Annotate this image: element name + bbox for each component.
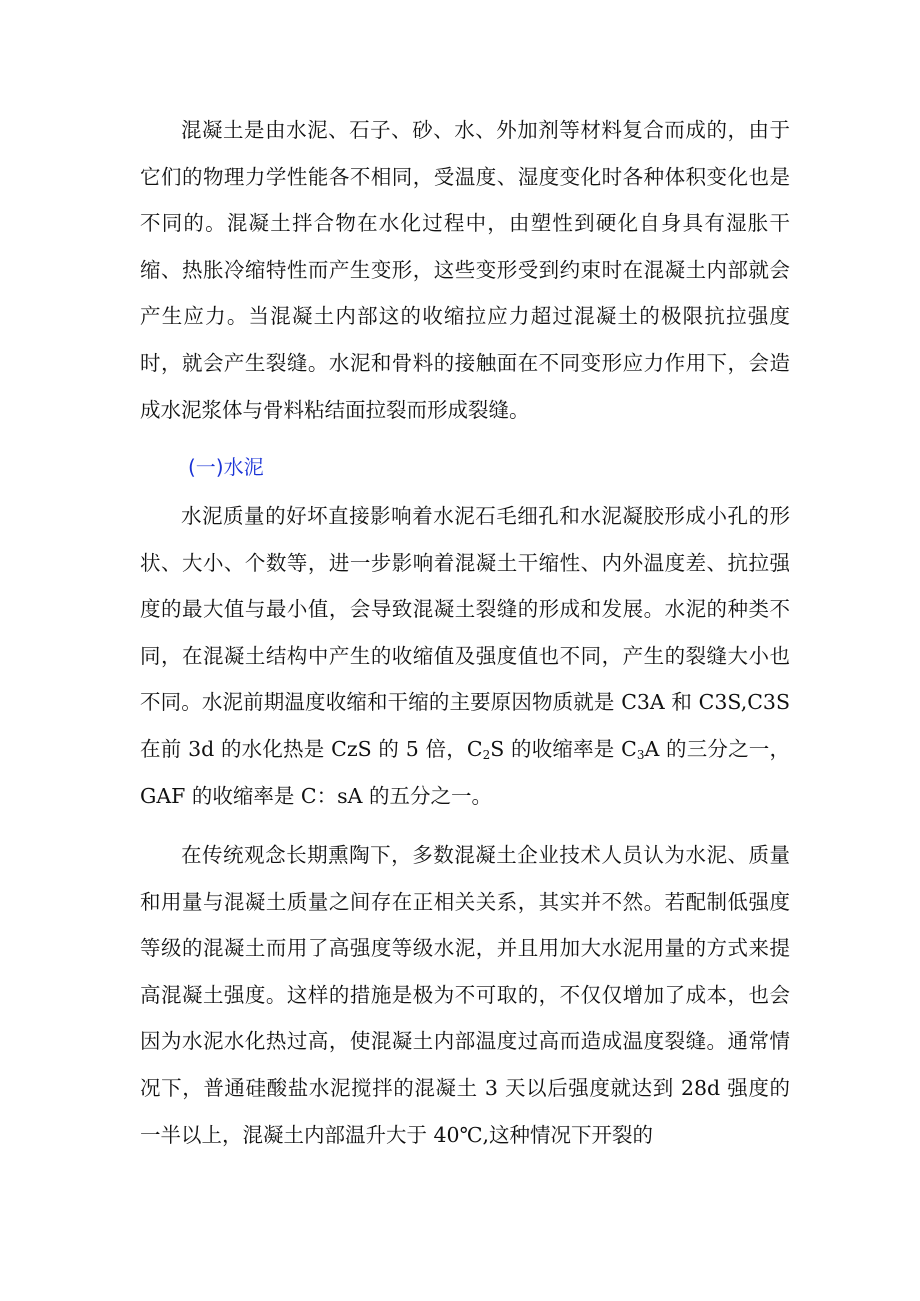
paragraph-cement-quality bbox=[140, 493, 790, 819]
paragraph-cement-text-1: 水泥质量的好坏直接影响着水泥石毛细孔和水泥凝胶形成小孔的形状、大小、个数等，进一步影响着混凝土干缩性、内外温度差、抗拉强度的最大值与最小值，会导致混凝土裂缝的形成和发展。水泥的种类不同，在混凝土结构中产生的收缩值及强度值也不同，产生的裂缝大小也不同。水泥前期温度收缩和干缩的主要原因物质就是 C3A 和 C3S,C3S 在前 3d 的水化热是 CzS 的 5 倍，C bbox=[140, 504, 790, 761]
paragraph-cement-text-3: A 的三分之一，GAF 的收缩率是 C：sA 的五分之一。 bbox=[140, 736, 790, 808]
paragraph-cement-text-2: S 的收缩率是 C bbox=[490, 736, 637, 761]
paragraph-concrete-composition: 混凝土是由水泥、石子、砂、水、外加剂等材料复合而成的，由于它们的物理力学性能各不相同，受温度、湿度变化时各种体积变化也是不同的。混凝土拌合物在水化过程中，由塑性到硬化自身具有湿胀干缩、热胀冷缩特性而产生变形，这些变形受到约束时在混凝土内部就会产生应力。当混凝土内部这的收缩拉应力超过混凝土的极限抗拉强度时，就会产生裂缝。水泥和骨料的接触面在不同变形应力作用下，会造成水泥浆体与骨料粘结面拉裂而形成裂缝。 bbox=[140, 118, 790, 422]
subscript-3: 3 bbox=[636, 747, 645, 762]
paragraph-traditional-views: 在传统观念长期熏陶下，多数混凝土企业技术人员认为水泥、质量和用量与混凝土质量之间存在正相关关系，其实并不然。若配制低强度等级的混凝土而用了高强度等级水泥，并且用加大水泥用量的方式来提高混凝土强度。这样的措施是极为不可取的，不仅仅增加了成本，也会因为水泥水化热过高，使混凝土内部温度过高而造成温度裂缝。通常情况下，普通硅酸盐水泥搅拌的混凝土 3 天以后强度就达到 28d 强度的一半以上，混凝土内部温升大于 40℃,这种情况下开裂的 bbox=[140, 843, 790, 1147]
section-heading-cement: (一)水泥 bbox=[188, 455, 264, 479]
subscript-2: 2 bbox=[482, 747, 491, 762]
